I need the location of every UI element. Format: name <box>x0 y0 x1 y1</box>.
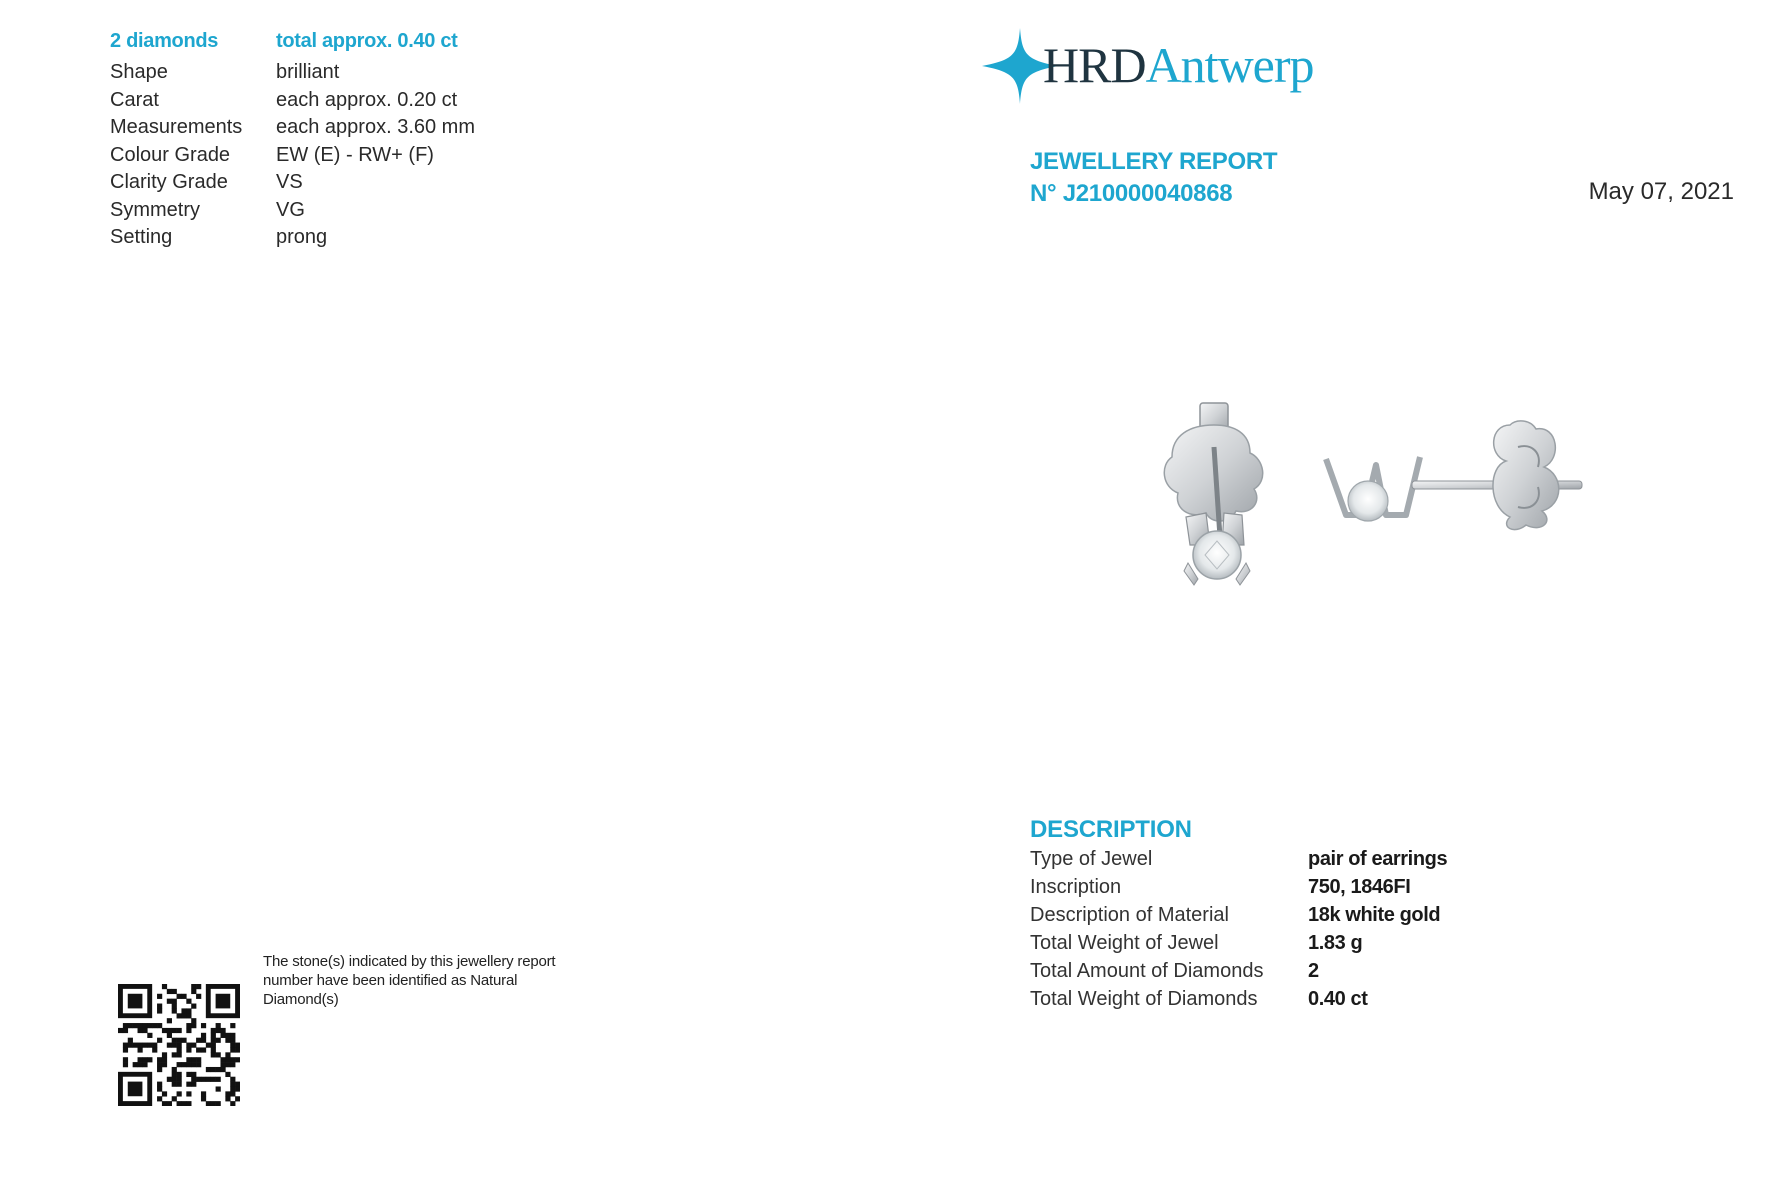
description-title: DESCRIPTION <box>1030 816 1192 843</box>
diamond-count: 2 diamonds <box>110 30 219 52</box>
report-title: JEWELLERY REPORT <box>1030 148 1278 175</box>
detail-row-shape <box>110 61 630 89</box>
detail-row-measurements <box>110 116 630 144</box>
detail-row-colour <box>110 144 630 172</box>
desc-label: Total Weight of Diamonds <box>1030 988 1258 1010</box>
desc-value: 750, 1846FI <box>1308 876 1411 898</box>
desc-row-inscription <box>1030 876 1590 904</box>
report-date: May 07, 2021 <box>1588 178 1734 205</box>
detail-value: each approx. 3.60 mm <box>276 116 475 138</box>
report-number: N° J210000040868 <box>1030 180 1233 207</box>
desc-value: 18k white gold <box>1308 904 1441 926</box>
diamond-heading <box>110 30 630 61</box>
desc-row-diamond-count <box>1030 960 1590 988</box>
detail-label: Carat <box>110 88 159 111</box>
desc-row-type <box>1030 848 1590 876</box>
detail-value: EW (E) - RW+ (F) <box>276 143 434 166</box>
desc-value: 1.83 g <box>1308 932 1363 954</box>
earrings-image <box>1150 395 1610 635</box>
desc-row-weight <box>1030 932 1590 960</box>
desc-label: Inscription <box>1030 876 1122 898</box>
detail-value: brilliant <box>276 61 340 83</box>
desc-label: Description of Material <box>1030 904 1229 926</box>
earring-front-view <box>1164 403 1262 585</box>
detail-label: Setting <box>110 226 173 248</box>
logo-text-antwerp: Antwerp <box>1145 37 1314 93</box>
desc-value: pair of earrings <box>1308 848 1448 870</box>
hrd-antwerp-logo <box>980 22 1340 112</box>
desc-value: 0.40 ct <box>1308 988 1368 1010</box>
detail-label: Shape <box>110 61 168 83</box>
desc-label: Type of Jewel <box>1030 848 1153 870</box>
qr-code[interactable] <box>118 984 240 1106</box>
detail-label: Symmetry <box>110 198 200 221</box>
diamond-details <box>110 30 630 254</box>
detail-label: Colour Grade <box>110 143 231 166</box>
detail-value: each approx. 0.20 ct <box>276 88 458 111</box>
detail-value: VG <box>276 198 305 221</box>
detail-row-setting <box>110 226 630 254</box>
desc-row-diamond-weight <box>1030 988 1590 1016</box>
logo-text-hrd: HRD <box>1043 37 1146 93</box>
detail-row-clarity <box>110 171 630 199</box>
detail-row-carat <box>110 89 630 117</box>
desc-label: Total Weight of Jewel <box>1030 932 1219 954</box>
earring-side-view <box>1326 421 1582 530</box>
detail-value: prong <box>276 226 328 248</box>
description-section <box>1030 816 1590 1016</box>
desc-row-material <box>1030 904 1590 932</box>
detail-row-symmetry <box>110 199 630 227</box>
detail-label: Measurements <box>110 116 243 138</box>
desc-label: Total Amount of Diamonds <box>1030 960 1264 982</box>
diamond-total-weight: total approx. 0.40 ct <box>276 30 458 52</box>
logo-wordmark <box>1043 37 1314 93</box>
natural-diamond-notice: The stone(s) indicated by this jewellery report number have been identified as Natural Diamond(s) <box>263 953 556 1008</box>
report-header <box>1030 146 1277 210</box>
desc-value: 2 <box>1308 960 1319 982</box>
detail-value: VS <box>276 171 303 193</box>
detail-label: Clarity Grade <box>110 171 228 193</box>
